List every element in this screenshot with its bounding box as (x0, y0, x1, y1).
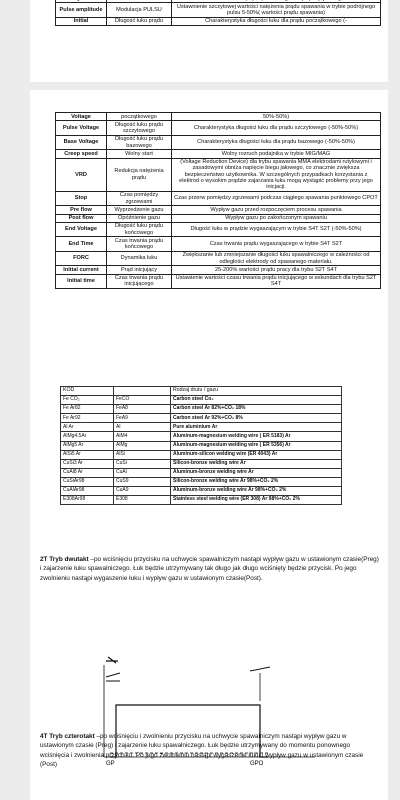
parameter-description: Wolny rozruch podajnika w trybie MIG/MAG (172, 150, 381, 158)
code-description: Aluminum-silicon welding wire (ER 4043) Ar (171, 450, 342, 459)
trigger-press-icon (104, 657, 118, 683)
parameter-description: Długość łuku w prądzie wygaszającym w trybie S4T S2T (-50%-50%) (172, 222, 381, 237)
parameter-description: Ustawnienie szczytowej wartości natężenia prądu spawania w trybie podrójnego pulsu 5-50%( wartości prądu spawania) (172, 3, 381, 18)
parameter-row (56, 158, 381, 191)
trigger-release-icon (106, 673, 120, 681)
code-kod: Al Ar (61, 423, 114, 432)
code-row (61, 487, 342, 496)
code-description: Silicon-bronze welding wire Ar 98%+CO₂ 2% (171, 477, 342, 486)
paragraph-2t-title: 2T Tryb dwutakt (40, 556, 89, 563)
code-kod: AlMg5 Ar (61, 441, 114, 450)
parameter-name: Pulse amplitude (56, 3, 107, 18)
manual-page-top (30, 0, 388, 82)
code-description: Carbon steel Ar 82%+CO₂ 18% (171, 405, 342, 414)
parameter-label: Czas trwania prądu inicjującego (107, 274, 172, 289)
code-short: AlM4 (114, 432, 171, 441)
code-row (61, 423, 342, 432)
parameter-label: Prąd inicjujący (107, 266, 172, 274)
parameter-row (56, 251, 381, 266)
parameter-label: Czas trwania prądu końcowego (107, 237, 172, 252)
code-row (61, 432, 342, 441)
code-kod: E308Ar98 (61, 496, 114, 505)
parameter-name: Stop (56, 191, 107, 206)
code-short: CuSi (114, 459, 171, 468)
parameter-description: 25-200% wartości prądu pracy dla trybu S2T S4T (172, 266, 381, 274)
parameter-row (56, 214, 381, 222)
parameter-name: Pre flow (56, 206, 107, 214)
parameter-description: Wypływ gazu przed rozpoczęciem procesu spawania (172, 206, 381, 214)
trigger-icon-right (250, 667, 270, 701)
paragraph-2t (40, 555, 380, 583)
code-description: Aluminum-bronze welding wire Ar 98%+CO₂ 2% (171, 487, 342, 496)
parameter-label: Długość łuku prądu szczytowego (107, 121, 172, 136)
parameter-name: Creep speed (56, 150, 107, 158)
code-header-cell: KOD (61, 387, 114, 396)
parameter-description: 50%-50%) (172, 113, 381, 121)
code-short: FeCO (114, 396, 171, 405)
code-short: CuA9 (114, 487, 171, 496)
parameter-label: Redukcja natężenia prądu (107, 158, 172, 191)
code-table-header (61, 387, 342, 396)
parameter-label: Dynamika łuku (107, 251, 172, 266)
code-row (61, 441, 342, 450)
paragraph-4t-text: –po wciśnięciu i zwolnieniu przycisku na uchwycie spawalniczym nastąpi wypływ gazu w ustawionym czasie (Preg) i zajarzenie łuku spawalniczego. Łuk będzie utrzymywany do momentu ponownego wciśnięcia i zwolnienia przycisku. Po jego zwolnieniu nastąpi wygaszenie łuku i wypływ gazu w ustawionym czasie (Post) (40, 733, 364, 768)
parameter-label: Modulacja PULSU (107, 3, 172, 18)
parameter-row (56, 113, 381, 121)
parameter-label: Wyprzedzenie gazu (107, 206, 172, 214)
parameter-name: Initial (56, 17, 107, 25)
parameter-name: Initial time (56, 274, 107, 289)
code-short: Al (114, 423, 171, 432)
label-gpo: GPO (250, 761, 264, 767)
code-description: Silicon-bronze welding wire Ar (171, 459, 342, 468)
parameter-name: Post flow (56, 214, 107, 222)
code-row (61, 496, 342, 505)
parameter-label: Długość łuku prądu (107, 17, 172, 25)
parameter-description: Wypływ gazu po zakończonym spawaniu (172, 214, 381, 222)
code-kod: CuAlAr98 (61, 487, 114, 496)
code-description: Aluminum-magnesium welding wire ( ER 5356) Ar (171, 441, 342, 450)
parameter-description: Charakterystyka długości łuku dla prądu szczytowego (-50%-50%) (172, 121, 381, 136)
code-short: AlSi (114, 450, 171, 459)
code-short: E308 (114, 496, 171, 505)
code-short: FeA9 (114, 414, 171, 423)
code-row (61, 405, 342, 414)
parameter-row (56, 150, 381, 158)
parameter-description: (Voltage Reduction Device) dla trybu spawania MMA elektrodami rutylowymi i zasadowymi obniża napięcie biegu jałowego, co znacznie zwiększa bezpieczeństwo użytkownika. W szczególnych przypadkach korzystania z elektrod o wysokim prądzie zajarzania łuku mogą wystąpić problemy przy jego inicjacji. (172, 158, 381, 191)
parameter-row (56, 222, 381, 237)
parameter-label: Długość łuku prądu bazowego (107, 135, 172, 150)
paragraph-4t-title: 4T Tryb czterotakt (40, 733, 95, 740)
code-short: CuS9 (114, 477, 171, 486)
wire-gas-code-table (60, 386, 342, 505)
code-kod: CuAl8 Ar (61, 468, 114, 477)
parameter-row (56, 191, 381, 206)
code-row (61, 450, 342, 459)
code-description: Aluminum-bronze welding wire Ar (171, 468, 342, 477)
code-row (61, 468, 342, 477)
parameter-name: End Time (56, 237, 107, 252)
parameter-description: Ustawienie wartości czasu trwania prądu inicjującego w sekundach dla trybu S2T S4T (172, 274, 381, 289)
parameter-row (56, 135, 381, 150)
parameter-row (56, 3, 381, 18)
parameter-row (56, 17, 381, 25)
parameter-description: Charakterystyka długości łuku dla prądu bazowego (-50%-50%) (172, 135, 381, 150)
code-description: Aluminum-magnesium welding wire ( ER 5183) Ar (171, 432, 342, 441)
code-short: FeA8 (114, 405, 171, 414)
parameter-description: Czas trwania prądu wygaszającego w trybie S4T S2T (172, 237, 381, 252)
parameter-table (55, 112, 381, 289)
code-header-cell: Rodzaj drutu / gazu (171, 387, 342, 396)
code-kod: CuSi3 Ar (61, 459, 114, 468)
manual-page (30, 90, 388, 800)
parameter-name: Initial current (56, 266, 107, 274)
code-short: AlMg (114, 441, 171, 450)
parameter-description: Zwiększanie lub zmniejszanie długości łuku spawalniczego w zależności od odległości elektrody od spawanego materiału. (172, 251, 381, 266)
code-description: Carbon steel Co₂ (171, 396, 342, 405)
code-row (61, 459, 342, 468)
parameter-description: Czas przerw pomiędzy zgrzewami podczas ciągłego spawania punktowego CPOT (172, 191, 381, 206)
parameter-label: Wolny start (107, 150, 172, 158)
code-header-cell (114, 387, 171, 396)
parameter-name: End Voltage (56, 222, 107, 237)
code-kod: CuSiAr98 (61, 477, 114, 486)
code-description: Stainless steel welding wire (ER 308) Ar 98%+CO₂ 2% (171, 496, 342, 505)
code-kod: Fe Ar82 (61, 405, 114, 414)
parameter-name: Voltage (56, 113, 107, 121)
paragraph-4t (40, 732, 380, 769)
code-kod: Fe Ar92 (61, 414, 114, 423)
parameter-name: FORC (56, 251, 107, 266)
code-kod: Fe CO₂ (61, 396, 114, 405)
parameter-name: Base Voltage (56, 135, 107, 150)
parameter-label: Czas pomiędzy zgrzewami (107, 191, 172, 206)
code-description: Carbon steel Ar 92%+CO₂ 8% (171, 414, 342, 423)
parameter-table-top (55, 0, 381, 26)
parameter-description: Charakterystyka długości łuku dla prądu początkowego (- (172, 17, 381, 25)
parameter-row (56, 121, 381, 136)
code-description: Pure aluminium Ar (171, 423, 342, 432)
parameter-name: Pulse Voltage (56, 121, 107, 136)
parameter-row (56, 206, 381, 214)
parameter-row (56, 237, 381, 252)
code-row (61, 414, 342, 423)
parameter-label: początkowego (107, 113, 172, 121)
code-kod: AlMg4.5Ar (61, 432, 114, 441)
code-row (61, 477, 342, 486)
code-short: CuAl (114, 468, 171, 477)
parameter-row (56, 274, 381, 289)
paragraph-2t-text: –po wciśnięciu przycisku na uchwycie spawalniczym nastąpi wypływ gazu w ustawionym czasie(Preg) i zajarzenie łuku spawalniczego. Łuk będzie utrzymywany tak długo jak długo wciśnięty będzie przycisk. Po jego zwolnieniu nastąpi wygaszenie łuku i wypływ gazu w ustawionym czasie(Post). (40, 556, 379, 582)
parameter-name: VRD (56, 158, 107, 191)
code-row (61, 396, 342, 405)
parameter-label: Długość łuku prądu końcowego (107, 222, 172, 237)
parameter-row (56, 266, 381, 274)
code-kod: AlSi5 Ar (61, 450, 114, 459)
parameter-label: Opóźnienie gazu (107, 214, 172, 222)
label-gp: GP (106, 761, 115, 767)
